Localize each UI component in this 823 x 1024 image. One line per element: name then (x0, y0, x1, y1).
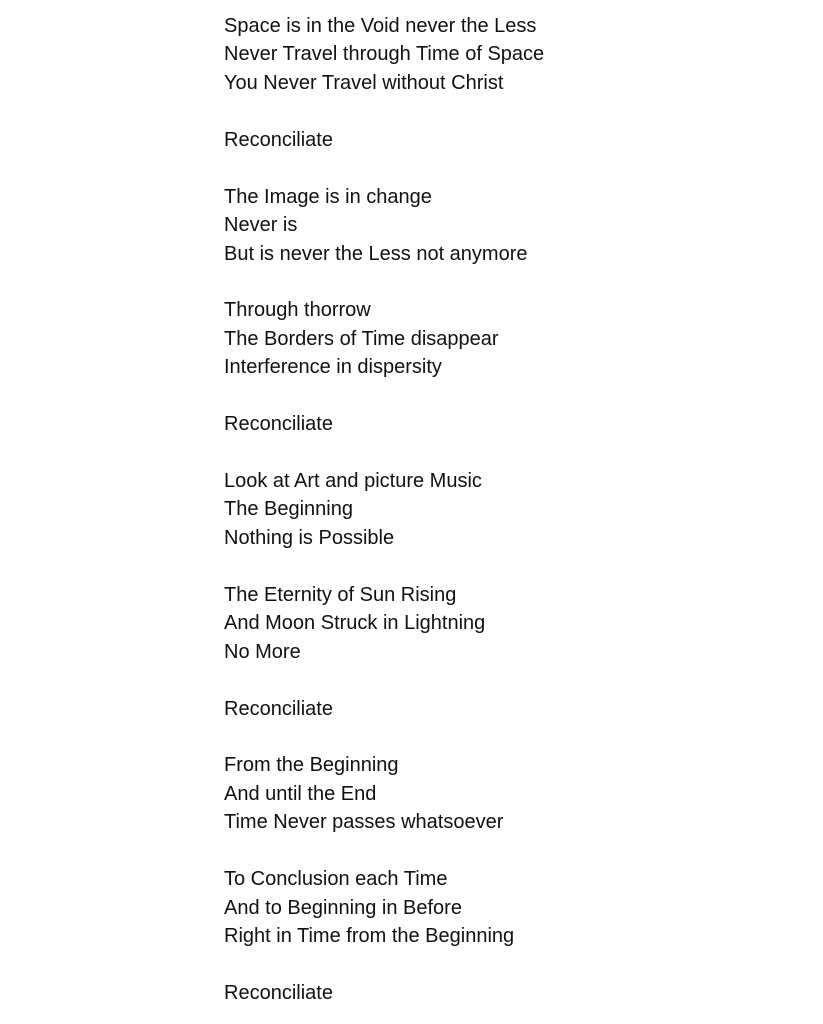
poem-line: Reconciliate (224, 128, 333, 151)
poem-line: But is never the Less not anymore (224, 242, 528, 265)
poem-line: The Image is in change (224, 185, 432, 208)
poem-line: Never is (224, 214, 298, 237)
poem-line: Right in Time from the Beginning (224, 925, 515, 947)
poem-line: Look at Art and picture Music (224, 470, 482, 492)
stanza-break (224, 268, 544, 296)
poem-line: The Eternity of Sun Rising (224, 583, 457, 606)
poem-line: And Moon Struck in Lightning (224, 612, 486, 635)
poem-line: To Conclusion each Time (224, 868, 448, 891)
poem-line: Reconciliate (224, 697, 333, 720)
poem-line: No More (224, 640, 301, 663)
poem-line: And to Beginning in Before (224, 896, 462, 919)
poem-line: Reconciliate (224, 981, 333, 1004)
poem-line: Through thorrow (224, 299, 371, 322)
stanza-break (224, 950, 544, 978)
poem-line: Space is in the Void never the Less (224, 15, 537, 37)
stanza-break (224, 666, 544, 694)
poem-line: Time Never passes whatsoever (224, 811, 504, 834)
stanza-break (224, 723, 544, 751)
poem-text (224, 12, 544, 1007)
poem-line: From the Beginning (224, 754, 399, 777)
stanza-break (224, 154, 544, 182)
poem-line: The Borders of Time disappear (224, 327, 499, 350)
poem-line: Reconciliate (224, 413, 333, 436)
stanza-break (224, 552, 544, 580)
poem-line: Nothing is Possible (224, 526, 395, 549)
stanza-break (224, 439, 544, 467)
stanza-break (224, 837, 544, 865)
poem-line: The Beginning (224, 498, 353, 521)
poem-line: Never Travel through Time of Space (224, 43, 545, 66)
poem-line: You Never Travel without Christ (224, 71, 504, 94)
stanza-break (224, 97, 544, 125)
stanza-break (224, 382, 544, 410)
poem-line: Interference in dispersity (224, 356, 442, 379)
poem-line: And until the End (224, 782, 377, 805)
